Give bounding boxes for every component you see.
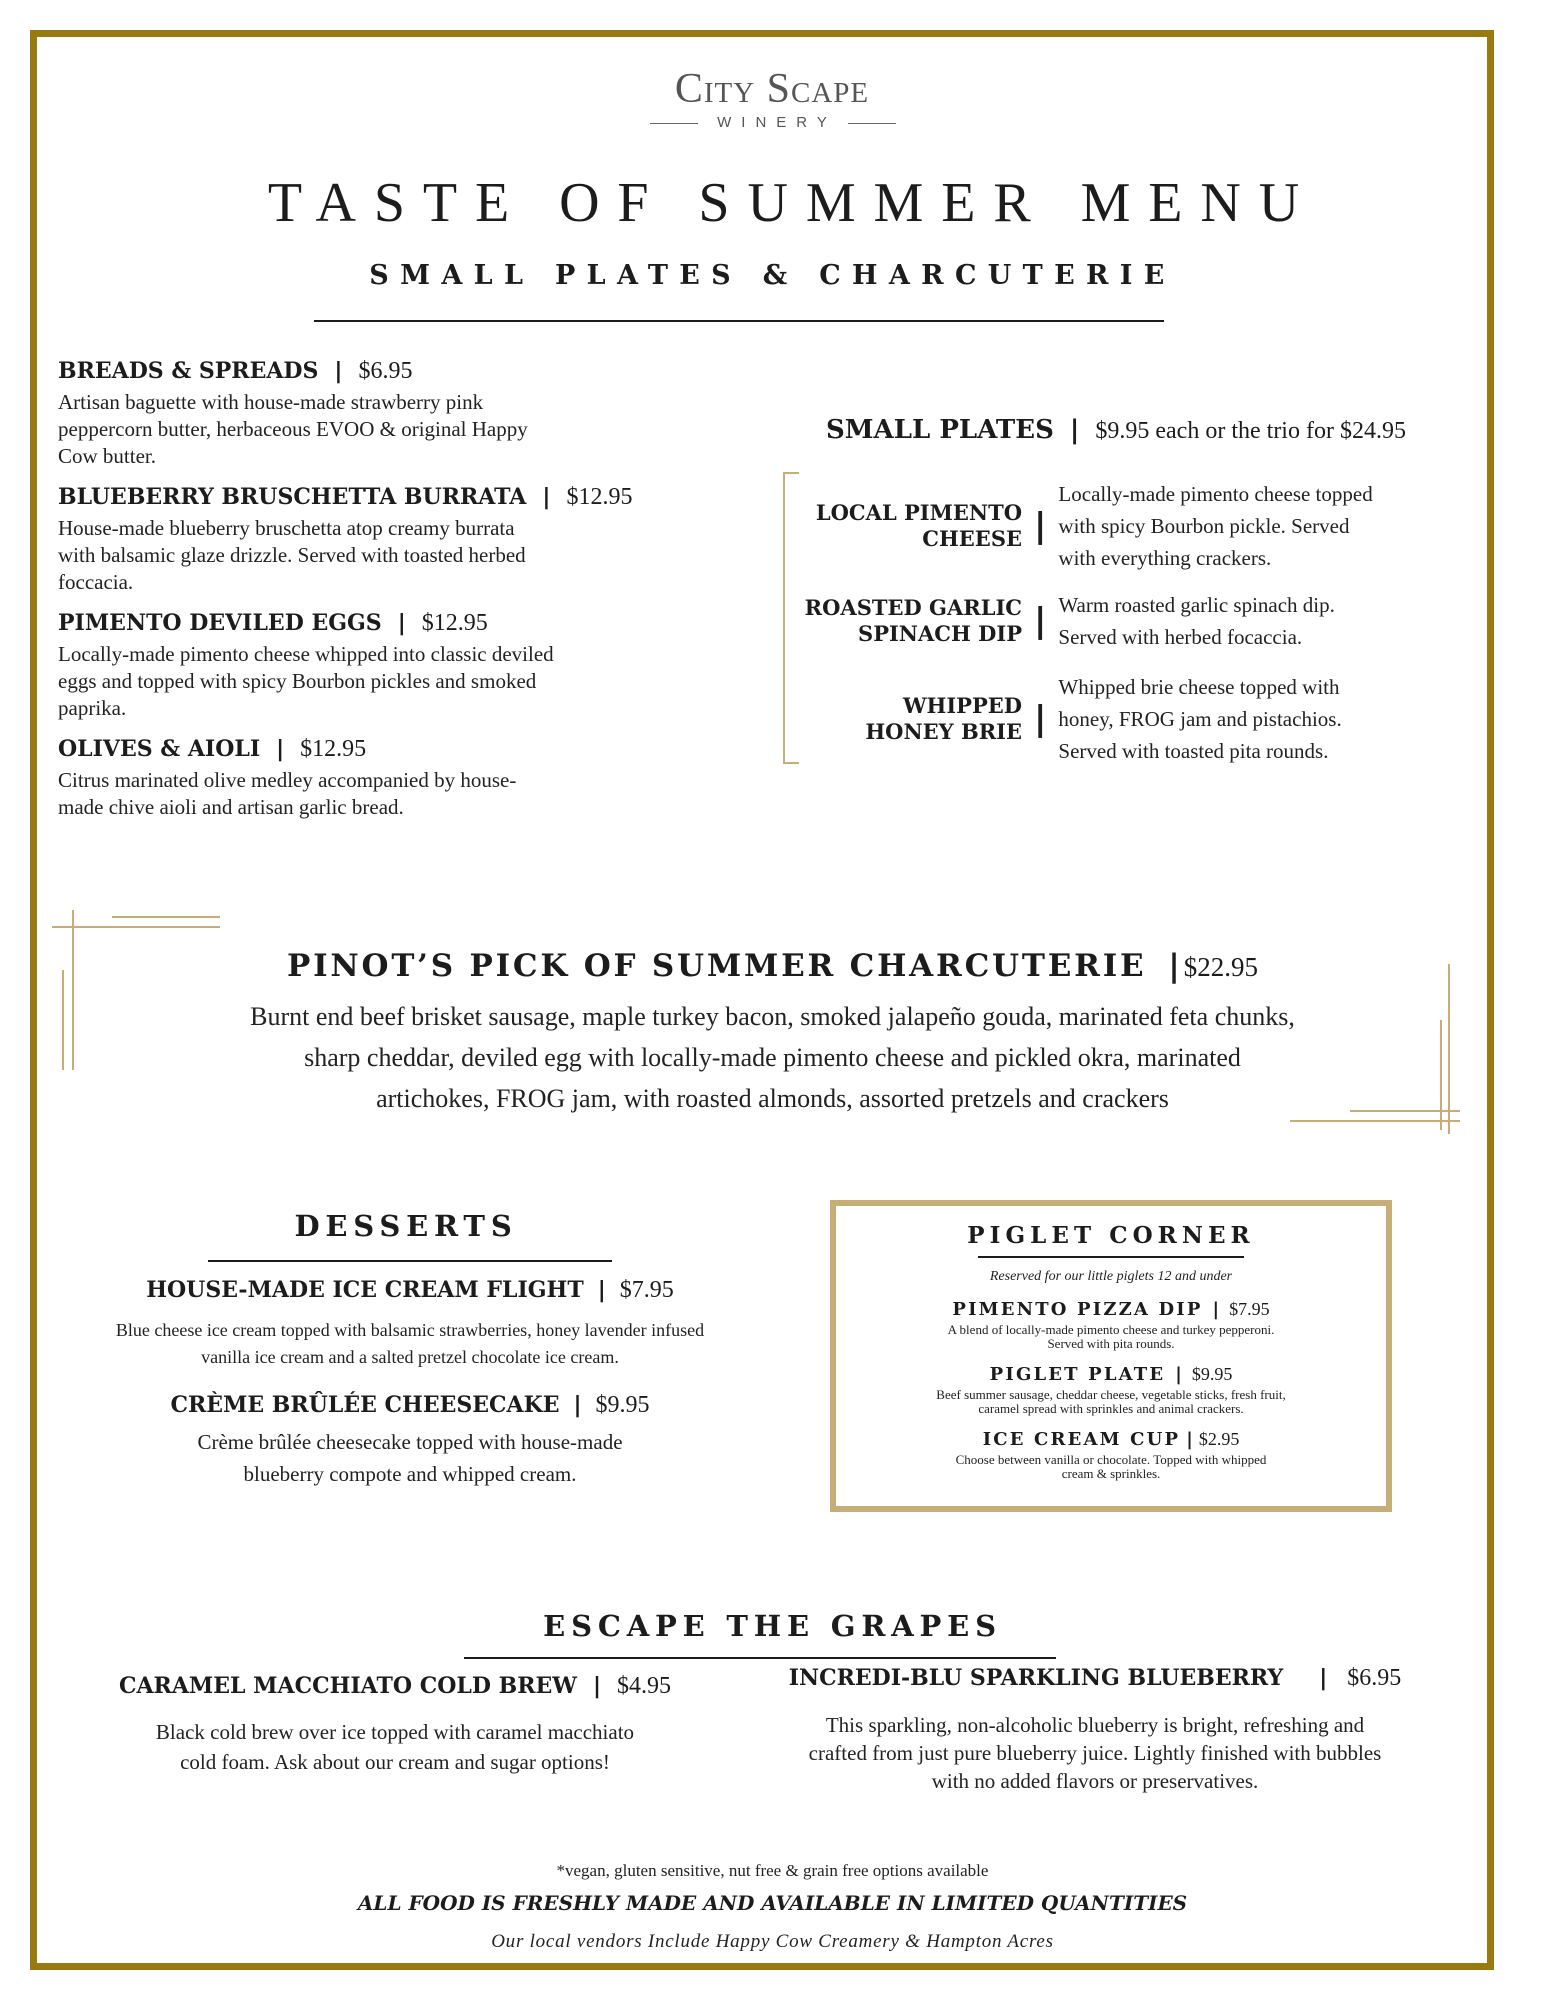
item-name: BLUEBERRY BRUSCHETTA BURRATA xyxy=(58,484,527,510)
plate-name-line: LOCAL PIMENTO xyxy=(815,500,1022,525)
desc-line: Warm roasted garlic spinach dip. xyxy=(1058,593,1335,617)
item-price: $7.95 xyxy=(619,1277,674,1303)
small-plate-item: WHIPPED HONEY BRIE | Whipped brie cheese topped with honey, FROG jam and pistachios. Served with toasted pita rounds. xyxy=(790,664,1490,774)
small-plates-header: SMALL PLATES | $9.95 each or the trio for $24.95 xyxy=(826,415,1406,445)
desc-line: blueberry compote and whipped cream. xyxy=(243,1462,577,1486)
desc-line: Crème brûlée cheesecake topped with house-made xyxy=(197,1430,623,1454)
desc-line: House-made blueberry bruschetta atop creamy burrata xyxy=(58,516,515,540)
desc-line: Locally-made pimento cheese topped xyxy=(1058,482,1373,506)
desc-line: Served with toasted pita rounds. xyxy=(1058,739,1329,763)
item-name: INCREDI-BLU SPARKLING BLUEBERRY xyxy=(788,1665,1284,1691)
footer-vendors: Our local vendors Include Happy Cow Creamery & Hampton Acres xyxy=(491,1931,1054,1952)
menu-item: PIMENTO DEVILED EGGS | $12.95 Locally-made pimento cheese whipped into classic deviled eggs and topped with spicy Bourbon pickles and smoked paprika. xyxy=(58,606,718,722)
page-subtitle: SMALL PLATES & CHARCUTERIE xyxy=(369,260,1176,291)
charcuterie-name: PINOT’S PICK OF SUMMER CHARCUTERIE xyxy=(287,948,1147,984)
desserts-rule xyxy=(208,1260,612,1262)
item-price: $12.95 xyxy=(300,736,367,762)
desserts-heading: DESSERTS xyxy=(294,1209,518,1243)
item-price: $12.95 xyxy=(421,610,488,636)
item-name: PIMENTO PIZZA DIP xyxy=(952,1299,1203,1320)
bracket-line xyxy=(783,472,785,764)
logo xyxy=(572,66,972,134)
left-menu xyxy=(58,354,718,821)
desc-line: crafted from just pure blueberry juice. Lightly finished with bubbles xyxy=(808,1741,1382,1765)
desc-line: Citrus marinated olive medley accompanied by house- xyxy=(58,768,517,792)
piglet-item-header: PIMENTO PIZZA DIP | $7.95 xyxy=(952,1299,1270,1320)
plate-name-line: SPINACH DIP xyxy=(858,621,1022,646)
plate-name-line: ROASTED GARLIC xyxy=(804,595,1022,620)
desc-line: with spicy Bourbon pickle. Served xyxy=(1058,514,1350,538)
desc-line: vanilla ice cream and a salted pretzel chocolate ice cream. xyxy=(201,1347,619,1367)
logo-sub: WINERY xyxy=(717,114,837,131)
desc-line: Served with pita rounds. xyxy=(1047,1336,1175,1351)
piglet-rule xyxy=(978,1256,1244,1258)
item-name: CARAMEL MACCHIATO COLD BREW xyxy=(118,1673,577,1699)
item-name: PIGLET PLATE xyxy=(989,1364,1166,1385)
small-plates-heading: SMALL PLATES xyxy=(826,415,1054,445)
charcuterie-header: PINOT’S PICK OF SUMMER CHARCUTERIE | $22.95 xyxy=(287,948,1258,984)
desc-line: made chive aioli and artisan garlic bread. xyxy=(58,795,404,819)
desc-line: with no added flavors or preservatives. xyxy=(931,1769,1259,1793)
item-name: CRÈME BRÛLÉE CHEESECAKE xyxy=(170,1392,560,1418)
item-price: $2.95 xyxy=(1198,1429,1240,1449)
desc-line: with balsamic glaze drizzle. Served with toasted herbed xyxy=(58,543,526,567)
logo-name: City Scape xyxy=(674,66,870,112)
item-price: $6.95 xyxy=(1347,1665,1402,1691)
desc-line: Choose between vanilla or chocolate. Topped with whipped xyxy=(955,1452,1267,1467)
desc-line: honey, FROG jam and pistachios. xyxy=(1058,707,1342,731)
desc-line: Cow butter. xyxy=(58,444,156,468)
item-name: OLIVES & AIOLI xyxy=(58,736,261,762)
item-name: HOUSE-MADE ICE CREAM FLIGHT xyxy=(146,1277,584,1303)
plate-name-line: HONEY BRIE xyxy=(865,719,1022,744)
desc-line: Black cold brew over ice topped with caramel macchiato xyxy=(155,1720,635,1744)
charcuterie-desc xyxy=(40,996,1505,1119)
logo-rule-left xyxy=(650,123,698,124)
item-price: $6.95 xyxy=(358,358,413,384)
menu-item: BLUEBERRY BRUSCHETTA BURRATA | $12.95 House-made blueberry bruschetta atop creamy burrata with balsamic glaze drizzle. Served with toasted herbed foccacia. xyxy=(58,480,718,596)
page-title: TASTE OF SUMMER MENU xyxy=(267,172,1318,234)
desc-line: Served with herbed focaccia. xyxy=(1058,625,1303,649)
desc-line: cream & sprinkles. xyxy=(1061,1466,1161,1481)
logo-rule-right xyxy=(848,123,896,124)
desc-line: A blend of locally-made pimento cheese and turkey pepperoni. xyxy=(947,1322,1275,1337)
desserts-list xyxy=(40,1270,780,1490)
piglet-heading: PIGLET CORNER xyxy=(967,1222,1255,1249)
deco-line xyxy=(1290,1120,1460,1122)
item-name: PIMENTO DEVILED EGGS xyxy=(58,610,382,636)
desc-line: Blue cheese ice cream topped with balsamic strawberries, honey lavender infused xyxy=(115,1320,705,1340)
grapes-heading: ESCAPE THE GRAPES xyxy=(543,1609,1002,1643)
menu-item: BREADS & SPREADS | $6.95 Artisan baguette with house-made strawberry pink peppercorn butter, herbaceous EVOO & original Happy Cow butter. xyxy=(58,354,718,470)
desc-line: Beef summer sausage, cheddar cheese, vegetable sticks, fresh fruit, xyxy=(936,1387,1286,1402)
small-plates-list xyxy=(790,474,1490,774)
piglet-note: Reserved for our little piglets 12 and under xyxy=(989,1269,1233,1284)
grapes-item-left: CARAMEL MACCHIATO COLD BREW | $4.95 Black cold brew over ice topped with caramel macchiato cold foam. Ask about our cream and sugar options! xyxy=(40,1666,750,1777)
desc-line: Artisan baguette with house-made strawberry pink xyxy=(58,390,484,414)
item-price: $12.95 xyxy=(566,484,633,510)
desc-line: peppercorn butter, herbaceous EVOO & original Happy xyxy=(58,417,528,441)
desc-line: This sparkling, non-alcoholic blueberry is bright, refreshing and xyxy=(825,1713,1365,1737)
desc-line: Locally-made pimento cheese whipped into classic deviled xyxy=(58,642,554,666)
small-plate-item: LOCAL PIMENTO CHEESE | Locally-made pimento cheese topped with spicy Bourbon pickle. Served with everything crackers. xyxy=(790,474,1490,578)
grapes-item-right: INCREDI-BLU SPARKLING BLUEBERRY | $6.95 This sparkling, non-alcoholic blueberry is bright, refreshing and crafted from just pure blueberry juice. Lightly finished with bubbles with no added flavors or preservatives. xyxy=(720,1658,1470,1795)
footer-fresh: ALL FOOD IS FRESHLY MADE AND AVAILABLE IN LIMITED QUANTITIES xyxy=(357,1891,1188,1915)
menu-item: OLIVES & AIOLI | $12.95 Citrus marinated olive medley accompanied by house- made chive aioli and artisan garlic bread. xyxy=(58,732,718,821)
desc-line: sharp cheddar, deviled egg with locally-made pimento cheese and pickled okra, marinated xyxy=(304,1043,1241,1072)
piglet-item-header: PIGLET PLATE | $9.95 xyxy=(989,1364,1233,1385)
subtitle-rule xyxy=(314,320,1164,322)
desc-line: with everything crackers. xyxy=(1058,546,1272,570)
piglet-corner-box xyxy=(830,1200,1392,1512)
dessert-item-header: HOUSE-MADE ICE CREAM FLIGHT | $7.95 xyxy=(146,1277,674,1303)
desc-line: cold foam. Ask about our cream and sugar options! xyxy=(180,1750,610,1774)
desc-line: Whipped brie cheese topped with xyxy=(1058,675,1340,699)
deco-line xyxy=(112,916,220,918)
desc-line: Burnt end beef brisket sausage, maple turkey bacon, smoked jalapeño gouda, marinated feta chunks, xyxy=(250,1002,1295,1031)
plate-name-line: CHEESE xyxy=(922,526,1022,551)
desc-line: foccacia. xyxy=(58,570,134,594)
item-name: ICE CREAM CUP xyxy=(982,1429,1181,1450)
desc-line: paprika. xyxy=(58,696,127,720)
footer-options: *vegan, gluten sensitive, nut free & grain free options available xyxy=(556,1861,989,1880)
item-price: $9.95 xyxy=(1191,1364,1233,1384)
dessert-item-header: CRÈME BRÛLÉE CHEESECAKE | $9.95 xyxy=(170,1392,650,1418)
desc-line: eggs and topped with spicy Bourbon pickles and smoked xyxy=(58,669,537,693)
item-price: $4.95 xyxy=(617,1673,672,1699)
item-price: $9.95 xyxy=(595,1392,650,1418)
deco-line xyxy=(52,926,220,928)
plate-name-line: WHIPPED xyxy=(902,693,1022,718)
item-price: $7.95 xyxy=(1229,1299,1270,1319)
desc-line: artichokes, FROG jam, with roasted almonds, assorted pretzels and crackers xyxy=(376,1084,1169,1113)
charcuterie-price: $22.95 xyxy=(1183,952,1258,982)
small-plate-item: ROASTED GARLIC SPINACH DIP | Warm roasted garlic spinach dip. Served with herbed focaccia. xyxy=(790,578,1490,664)
desc-line: caramel spread with sprinkles and animal crackers. xyxy=(978,1401,1244,1416)
piglet-item-header: ICE CREAM CUP | $2.95 xyxy=(982,1429,1240,1450)
item-name: BREADS & SPREADS xyxy=(58,358,319,384)
small-plates-price: $9.95 each or the trio for $24.95 xyxy=(1095,418,1406,444)
